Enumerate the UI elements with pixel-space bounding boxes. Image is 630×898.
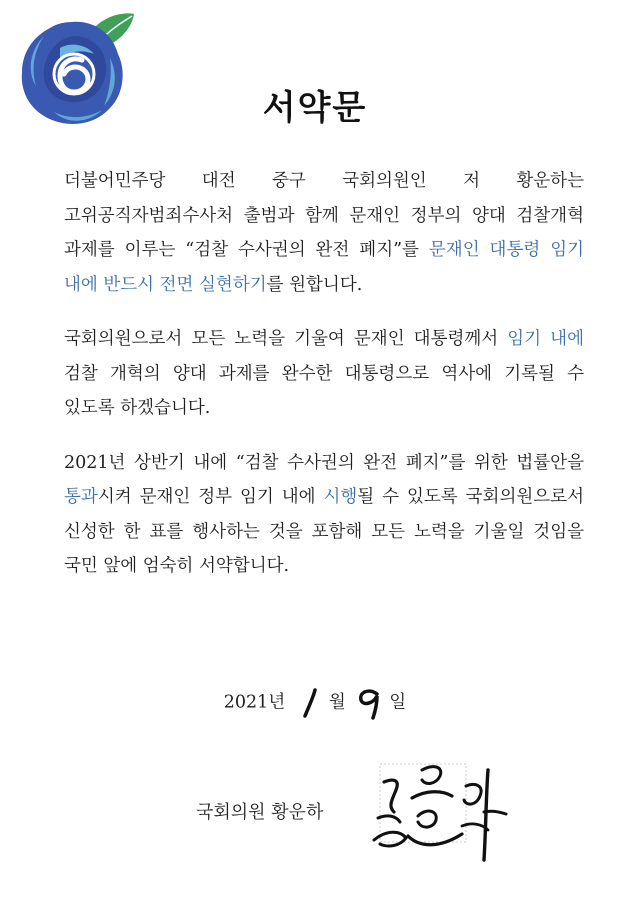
date-day-suffix: 일 bbox=[389, 692, 407, 713]
handwritten-signature bbox=[366, 756, 516, 876]
paragraph-text: 를 원합니다. bbox=[266, 274, 363, 295]
pledge-paragraph bbox=[64, 446, 584, 584]
paragraph-text: 2021년 상반기 내에 “검찰 수사권의 완전 폐지”를 위한 법률안을 bbox=[64, 452, 584, 473]
pledge-paragraph bbox=[64, 164, 584, 302]
paragraph-text: 더불어민주당 대전 중구 국회의원인 저 황운하는 고위공직자범죄수사처 출범과 함께 문재인 정부의 양대 검찰개혁 과제를 이루는 “검찰 수사권의 완전 폐지”를 bbox=[64, 171, 584, 260]
highlighted-text: 문재인 대통령 임기 내에 반드시 전면 실현하기 bbox=[64, 240, 584, 295]
date-year: 2021년 bbox=[223, 692, 286, 713]
handwritten-month bbox=[291, 686, 329, 720]
date-month-suffix: 월 bbox=[328, 692, 346, 713]
pledge-paragraph bbox=[64, 322, 584, 426]
highlighted-text: 임기 내에 bbox=[507, 329, 584, 349]
paragraph-text: 될 수 있도록 국회의원으로서 신성한 한 표를 행사하는 것을 포함해 모든 노력을 기울일 것임을 국민 앞에 엄숙히 서약합니다. bbox=[64, 487, 584, 576]
signer-name: 국회의원 황운하 bbox=[196, 802, 324, 823]
pledge-body bbox=[64, 164, 584, 604]
highlighted-text: 통과 bbox=[64, 487, 98, 507]
paragraph-text: 국회의원으로서 모든 노력을 기울여 문재인 대통령께서 bbox=[64, 329, 508, 349]
document-title: 서약문 bbox=[262, 88, 368, 128]
highlighted-text: 시행 bbox=[323, 487, 358, 507]
handwritten-day bbox=[351, 686, 389, 720]
paragraph-text: 시켜 문재인 정부 임기 내에 bbox=[97, 487, 324, 507]
paragraph-text: 검찰 개혁의 양대 과제를 완수한 대통령으로 역사에 기록될 수 있도록 하겠습니다. bbox=[64, 363, 584, 418]
pledge-date bbox=[0, 686, 630, 720]
